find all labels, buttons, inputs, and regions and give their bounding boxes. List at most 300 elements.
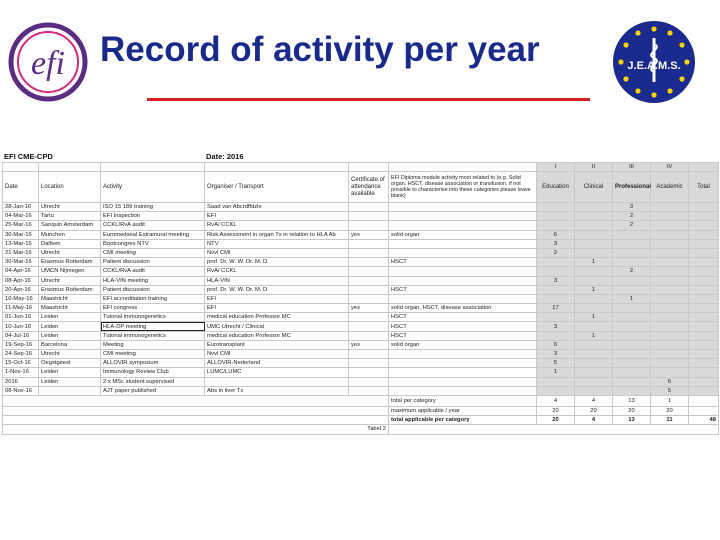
cell-certificate[interactable]: yes <box>349 340 389 349</box>
table-row[interactable] <box>3 267 719 276</box>
cell-module[interactable] <box>389 221 537 230</box>
cell-location[interactable]: UMCN Nijmegen <box>39 267 101 276</box>
cell-education[interactable] <box>537 386 575 395</box>
cell-certificate[interactable] <box>349 368 389 377</box>
cell-clinical[interactable] <box>575 267 613 276</box>
cell-academic[interactable] <box>651 294 689 303</box>
cell-date[interactable]: 21-Mar-16 <box>3 248 39 257</box>
cell-professional[interactable] <box>613 386 651 395</box>
cell-clinical[interactable] <box>575 212 613 221</box>
cell-location[interactable]: Munchen <box>39 230 101 239</box>
app-cat-2: 4 <box>575 416 613 425</box>
cell-date[interactable]: 10-Jun-16 <box>3 322 39 331</box>
cell-academic[interactable] <box>651 221 689 230</box>
summary-max-label: maximum applicable / year <box>389 406 537 415</box>
cell-organizer[interactable]: Nvvl CMI <box>205 350 349 359</box>
cell-total[interactable] <box>689 331 719 340</box>
table-row[interactable] <box>3 248 719 257</box>
cell-activity[interactable]: ISO 15 189 training <box>101 203 205 212</box>
cell-module[interactable] <box>389 248 537 257</box>
cell-total[interactable] <box>689 386 719 395</box>
cell-certificate[interactable]: yes <box>349 230 389 239</box>
cell-location[interactable]: Dalfsen <box>39 239 101 248</box>
cell-location[interactable]: Leiden <box>39 313 101 322</box>
cell-activity[interactable]: CMI meeting <box>101 350 205 359</box>
sheet-footer-label: Tabel 2 <box>3 425 389 434</box>
cell-professional[interactable] <box>613 331 651 340</box>
table-row[interactable] <box>3 212 719 221</box>
cell-education[interactable] <box>537 212 575 221</box>
cell-activity[interactable]: Patient discussion <box>101 285 205 294</box>
cell-professional[interactable] <box>613 368 651 377</box>
roman-2: II <box>575 163 613 172</box>
table-row[interactable] <box>3 368 719 377</box>
cell-professional[interactable] <box>613 350 651 359</box>
cell-module[interactable] <box>389 294 537 303</box>
cell-date[interactable]: 25-Mar-16 <box>3 221 39 230</box>
cell-date[interactable]: 1-Nov-16 <box>3 368 39 377</box>
cell-education[interactable]: 6 <box>537 340 575 349</box>
header-activity: Activity <box>101 172 205 203</box>
cell-certificate[interactable] <box>349 239 389 248</box>
cell-professional[interactable]: 1 <box>613 294 651 303</box>
cell-academic[interactable] <box>651 248 689 257</box>
cell-location[interactable] <box>39 386 101 395</box>
cell-location[interactable]: Barcelona <box>39 340 101 349</box>
jems-logo-text: J.E.A.M.S. <box>627 60 681 72</box>
cell-professional[interactable] <box>613 258 651 267</box>
cell-location[interactable]: Utrecht <box>39 350 101 359</box>
efi-logo <box>8 22 88 102</box>
cell-academic[interactable] <box>651 313 689 322</box>
cell-module[interactable]: HSCT <box>389 285 537 294</box>
cell-total[interactable] <box>689 267 719 276</box>
table-row[interactable] <box>3 377 719 386</box>
cell-date[interactable]: 08-Nov-16 <box>3 386 39 395</box>
max-cat-2: 20 <box>575 406 613 415</box>
cell-module[interactable]: HSCT <box>389 322 537 331</box>
title-underline <box>147 98 590 101</box>
cell-activity[interactable]: Tutorial immunogenetics <box>101 313 205 322</box>
cell-module[interactable]: solid organ <box>389 230 537 239</box>
cell-professional[interactable] <box>613 276 651 285</box>
cell-activity[interactable]: 2 x MSc student supervised <box>101 377 205 386</box>
cell-total[interactable] <box>689 368 719 377</box>
cell-total[interactable] <box>689 294 719 303</box>
cell-date[interactable]: 24-Sep-16 <box>3 350 39 359</box>
cell-total[interactable] <box>689 248 719 257</box>
header-professional: Professional <box>613 172 651 203</box>
cell-module[interactable]: solid organ <box>389 340 537 349</box>
cell-academic[interactable] <box>651 331 689 340</box>
cell-activity[interactable]: Patient discussion <box>101 258 205 267</box>
cell-date[interactable]: 19-Sep-16 <box>3 340 39 349</box>
table-row[interactable] <box>3 276 719 285</box>
cell-education[interactable]: 2 <box>537 248 575 257</box>
cell-module[interactable] <box>389 267 537 276</box>
header-row <box>3 172 719 203</box>
cell-date[interactable]: 13-Mar-16 <box>3 239 39 248</box>
cell-module[interactable]: HSCT <box>389 331 537 340</box>
cell-activity[interactable]: CMI meeting <box>101 248 205 257</box>
cell-academic[interactable] <box>651 285 689 294</box>
cell-academic[interactable]: 6 <box>651 377 689 386</box>
cell-education[interactable]: 6 <box>537 230 575 239</box>
cell-organizer[interactable]: EFI <box>205 304 349 313</box>
activity-spreadsheet <box>2 150 718 433</box>
cell-organizer[interactable]: Nvvl CMI <box>205 248 349 257</box>
cell-organizer[interactable]: ALLOVIR-Nederland <box>205 359 349 368</box>
roman-3: III <box>613 163 651 172</box>
cell-professional[interactable] <box>613 285 651 294</box>
cell-clinical[interactable] <box>575 276 613 285</box>
cell-clinical[interactable]: 1 <box>575 258 613 267</box>
cell-education[interactable] <box>537 331 575 340</box>
table-row[interactable] <box>3 386 719 395</box>
cell-certificate[interactable] <box>349 258 389 267</box>
max-cat-3: 20 <box>613 406 651 415</box>
cell-organizer[interactable]: NTV <box>205 239 349 248</box>
cell-education[interactable] <box>537 267 575 276</box>
cell-clinical[interactable] <box>575 368 613 377</box>
cell-activity[interactable]: ALLOVIR symposium <box>101 359 205 368</box>
cell-academic[interactable] <box>651 304 689 313</box>
max-cat-4: 20 <box>651 406 689 415</box>
cell-clinical[interactable] <box>575 230 613 239</box>
cell-activity[interactable]: AJT paper published <box>101 386 205 395</box>
cell-date[interactable]: 01-Jun-16 <box>3 313 39 322</box>
cell-total[interactable] <box>689 285 719 294</box>
cell-clinical[interactable] <box>575 386 613 395</box>
cell-activity[interactable]: Bootcongres NTV <box>101 239 205 248</box>
cell-date[interactable]: 15-Oct-16 <box>3 359 39 368</box>
cell-professional[interactable]: 3 <box>613 203 651 212</box>
cell-academic[interactable] <box>651 322 689 331</box>
cell-professional[interactable] <box>613 359 651 368</box>
table-row[interactable] <box>3 359 719 368</box>
header-education: Education <box>537 172 575 203</box>
cell-academic[interactable] <box>651 239 689 248</box>
sheet-name: EFI CME-CPD <box>4 152 53 161</box>
sum-cat-2: 4 <box>575 395 613 406</box>
table-row[interactable] <box>3 258 719 267</box>
cell-education[interactable]: 17 <box>537 304 575 313</box>
cell-organizer[interactable] <box>205 377 349 386</box>
roman-4: IV <box>651 163 689 172</box>
cell-total[interactable] <box>689 212 719 221</box>
cell-certificate[interactable] <box>349 221 389 230</box>
cell-total[interactable] <box>689 239 719 248</box>
cell-clinical[interactable] <box>575 239 613 248</box>
cell-organizer[interactable]: LUMC/LUMC <box>205 368 349 377</box>
cell-education[interactable] <box>537 285 575 294</box>
table-row[interactable] <box>3 331 719 340</box>
header-organizer: Organiser / Transport <box>205 172 349 203</box>
jems-logo <box>612 20 696 104</box>
cell-module[interactable] <box>389 386 537 395</box>
cell-date[interactable]: 20-Apr-16 <box>3 285 39 294</box>
table-row[interactable] <box>3 239 719 248</box>
summary-applicable-label: total applicable per category <box>389 416 537 425</box>
cell-organizer[interactable]: EFI <box>205 212 349 221</box>
sheet-header <box>2 152 718 162</box>
cell-organizer[interactable]: RvA/ CCKL <box>205 221 349 230</box>
sheet-footer-row <box>3 425 719 434</box>
cell-organizer[interactable]: Risk Assessment in organ Tx in relation to HLA Ab <box>205 230 349 239</box>
cell-date[interactable]: 30-Mar-16 <box>3 258 39 267</box>
cell-location[interactable]: Leiden <box>39 368 101 377</box>
cell-organizer[interactable]: prof. Dr. W. W. Dr. M. D. <box>205 258 349 267</box>
svg-text:efi: efi <box>31 45 65 82</box>
cell-module[interactable]: HSCT <box>389 258 537 267</box>
header-location: Location <box>39 172 101 203</box>
cell-date[interactable]: 04-Mar-16 <box>3 212 39 221</box>
cell-clinical[interactable] <box>575 322 613 331</box>
cell-total[interactable] <box>689 359 719 368</box>
cell-module[interactable] <box>389 203 537 212</box>
cell-academic[interactable]: 5 <box>651 386 689 395</box>
cell-clinical[interactable] <box>575 221 613 230</box>
cell-certificate[interactable] <box>349 350 389 359</box>
cell-activity[interactable]: Immunology Review Club <box>101 368 205 377</box>
cell-education[interactable] <box>537 203 575 212</box>
cell-education[interactable]: 5 <box>537 359 575 368</box>
cell-location[interactable]: Leiden <box>39 322 101 331</box>
cell-date[interactable]: 10-May-16 <box>3 294 39 303</box>
cell-clinical[interactable] <box>575 359 613 368</box>
table-row[interactable] <box>3 221 719 230</box>
cell-total[interactable] <box>689 313 719 322</box>
cell-academic[interactable] <box>651 368 689 377</box>
cell-module[interactable] <box>389 359 537 368</box>
cell-organizer[interactable]: Eurotransplant <box>205 340 349 349</box>
summary-max-per-year <box>3 406 719 415</box>
sheet-date: Date: 2016 <box>206 152 244 161</box>
cell-academic[interactable] <box>651 276 689 285</box>
cell-total[interactable] <box>689 350 719 359</box>
cell-education[interactable]: 3 <box>537 276 575 285</box>
cell-total[interactable] <box>689 258 719 267</box>
summary-per-category-label: total per category <box>389 395 537 406</box>
cell-module[interactable]: solid organ, HSCT, disease association <box>389 304 537 313</box>
cell-certificate[interactable] <box>349 377 389 386</box>
table-row[interactable] <box>3 294 719 303</box>
cell-professional[interactable] <box>613 322 651 331</box>
cell-module[interactable] <box>389 239 537 248</box>
cell-location[interactable]: Erasmus Rotterdam <box>39 285 101 294</box>
cell-certificate[interactable] <box>349 322 389 331</box>
cell-module[interactable]: HSCT <box>389 313 537 322</box>
cell-organizer[interactable]: prof. Dr. W. W. Dr. M. D. <box>205 285 349 294</box>
cell-location[interactable]: Tartu <box>39 212 101 221</box>
cell-module[interactable] <box>389 212 537 221</box>
summary-applicable <box>3 416 719 425</box>
app-cat-3: 13 <box>613 416 651 425</box>
table-row[interactable] <box>3 304 719 313</box>
table-row[interactable] <box>3 313 719 322</box>
sum-cat-3: 13 <box>613 395 651 406</box>
cell-certificate[interactable] <box>349 313 389 322</box>
cell-academic[interactable] <box>651 340 689 349</box>
cell-certificate[interactable] <box>349 285 389 294</box>
cell-certificate[interactable] <box>349 248 389 257</box>
table-row[interactable] <box>3 340 719 349</box>
cell-clinical[interactable]: 1 <box>575 285 613 294</box>
cell-activity[interactable]: Euromedseal Extramural meeting <box>101 230 205 239</box>
cell-activity[interactable]: CCKL/RvA audit <box>101 221 205 230</box>
header-certificate: Certificate of attendance available <box>349 172 389 203</box>
cell-professional[interactable] <box>613 340 651 349</box>
cell-education[interactable] <box>537 313 575 322</box>
cell-date[interactable]: 28-Jan-16 <box>3 203 39 212</box>
cell-total[interactable] <box>689 203 719 212</box>
table-row[interactable] <box>3 285 719 294</box>
cell-organizer[interactable]: UMC Utrecht / Clinical <box>205 322 349 331</box>
cell-activity[interactable]: EFI congress <box>101 304 205 313</box>
cell-activity[interactable]: EFI Inspection <box>101 212 205 221</box>
cell-education[interactable] <box>537 294 575 303</box>
cell-location[interactable]: Maastricht <box>39 304 101 313</box>
table-row[interactable] <box>3 230 719 239</box>
activity-table <box>2 162 719 435</box>
cell-education[interactable]: 3 <box>537 350 575 359</box>
cell-module[interactable] <box>389 276 537 285</box>
cell-location[interactable]: Oegstgeest <box>39 359 101 368</box>
cell-education[interactable] <box>537 221 575 230</box>
cell-activity[interactable]: Meeting <box>101 340 205 349</box>
cell-activity[interactable]: Tutorial immunogenetics <box>101 331 205 340</box>
cell-academic[interactable] <box>651 203 689 212</box>
cell-location[interactable]: Maastricht <box>39 294 101 303</box>
roman-1: I <box>537 163 575 172</box>
cell-organizer[interactable]: EFI <box>205 294 349 303</box>
table-row[interactable] <box>3 203 719 212</box>
category-number-row <box>3 163 719 172</box>
header-clinical: Clinical <box>575 172 613 203</box>
cell-total[interactable] <box>689 377 719 386</box>
slide-title: Record of activity per year <box>100 30 540 69</box>
cell-academic[interactable] <box>651 212 689 221</box>
cell-certificate[interactable] <box>349 331 389 340</box>
cell-clinical[interactable] <box>575 304 613 313</box>
cell-total[interactable] <box>689 276 719 285</box>
sum-cat-1: 4 <box>537 395 575 406</box>
cell-location[interactable]: Leiden <box>39 377 101 386</box>
cell-module[interactable] <box>389 350 537 359</box>
table-row[interactable] <box>3 350 719 359</box>
cell-professional[interactable] <box>613 248 651 257</box>
cell-activity[interactable]: CCKL/RvA audit <box>101 267 205 276</box>
grand-total: 48 <box>689 416 719 425</box>
cell-clinical[interactable] <box>575 340 613 349</box>
cell-education[interactable]: 3 <box>537 322 575 331</box>
cell-total[interactable] <box>689 340 719 349</box>
cell-certificate[interactable] <box>349 386 389 395</box>
cell-certificate[interactable] <box>349 267 389 276</box>
cell-academic[interactable] <box>651 359 689 368</box>
cell-clinical[interactable] <box>575 377 613 386</box>
cell-organizer[interactable]: medical education Professor MC <box>205 331 349 340</box>
cell-organizer[interactable]: Abs in liver Tx <box>205 386 349 395</box>
cell-location[interactable]: Sanquin Amsterdam <box>39 221 101 230</box>
cell-education[interactable] <box>537 377 575 386</box>
header-academic: Academic <box>651 172 689 203</box>
cell-date[interactable]: 2016 <box>3 377 39 386</box>
cell-certificate[interactable] <box>349 212 389 221</box>
cell-activity[interactable]: EFI accreditation training <box>101 294 205 303</box>
cell-professional[interactable]: 2 <box>613 212 651 221</box>
cell-professional[interactable] <box>613 230 651 239</box>
cell-professional[interactable] <box>613 304 651 313</box>
cell-academic[interactable] <box>651 350 689 359</box>
cell-education[interactable]: 1 <box>537 368 575 377</box>
cell-activity[interactable]: HLA-DP meeting <box>101 322 205 331</box>
cell-module[interactable] <box>389 368 537 377</box>
cell-clinical[interactable] <box>575 294 613 303</box>
cell-location[interactable]: Utrecht <box>39 248 101 257</box>
cell-certificate[interactable]: yes <box>349 304 389 313</box>
cell-module[interactable] <box>389 377 537 386</box>
cell-date[interactable]: 11-May-16 <box>3 304 39 313</box>
cell-total[interactable] <box>689 221 719 230</box>
cell-location[interactable]: Utrecht <box>39 276 101 285</box>
cell-clinical[interactable] <box>575 350 613 359</box>
summary-per-category <box>3 395 719 406</box>
cell-clinical[interactable]: 1 <box>575 331 613 340</box>
cell-professional[interactable] <box>613 377 651 386</box>
cell-certificate[interactable] <box>349 203 389 212</box>
cell-organizer[interactable]: RvA/ CCKL <box>205 267 349 276</box>
cell-education[interactable] <box>537 258 575 267</box>
cell-education[interactable]: 3 <box>537 239 575 248</box>
cell-organizer[interactable]: HLA-VIN <box>205 276 349 285</box>
cell-certificate[interactable] <box>349 294 389 303</box>
cell-organizer[interactable]: medical education Professor MC <box>205 313 349 322</box>
cell-date[interactable]: 04-Jul-16 <box>3 331 39 340</box>
cell-professional[interactable]: 2 <box>613 267 651 276</box>
cell-organizer[interactable]: Saad van Abcrdffdzle <box>205 203 349 212</box>
cell-academic[interactable] <box>651 230 689 239</box>
cell-location[interactable]: Erasmus Rotterdam <box>39 258 101 267</box>
header-module: EFI Diploma module activity most related to (e.g. Solid organ, HSCT, disease association or transfusion, if not possible to characterise into these categories please leave blank) <box>389 172 537 203</box>
header-date: Date <box>3 172 39 203</box>
app-cat-4: 11 <box>651 416 689 425</box>
sum-cat-4: 1 <box>651 395 689 406</box>
cell-clinical[interactable]: 1 <box>575 313 613 322</box>
cell-academic[interactable] <box>651 267 689 276</box>
max-cat-1: 20 <box>537 406 575 415</box>
cell-total[interactable] <box>689 304 719 313</box>
cell-activity[interactable]: HLA-VIN meeting <box>101 276 205 285</box>
cell-date[interactable]: 04-Apr-16 <box>3 267 39 276</box>
cell-total[interactable] <box>689 322 719 331</box>
cell-academic[interactable] <box>651 258 689 267</box>
cell-professional[interactable] <box>613 313 651 322</box>
table-row[interactable] <box>3 322 719 331</box>
cell-total[interactable] <box>689 230 719 239</box>
cell-date[interactable]: 30-Mar-16 <box>3 230 39 239</box>
cell-professional[interactable]: 2 <box>613 221 651 230</box>
cell-date[interactable]: 08-Apr-16 <box>3 276 39 285</box>
cell-clinical[interactable] <box>575 248 613 257</box>
cell-professional[interactable] <box>613 239 651 248</box>
cell-location[interactable]: Leiden <box>39 331 101 340</box>
cell-clinical[interactable] <box>575 203 613 212</box>
cell-certificate[interactable] <box>349 276 389 285</box>
cell-location[interactable]: Utrecht <box>39 203 101 212</box>
app-cat-1: 20 <box>537 416 575 425</box>
cell-certificate[interactable] <box>349 359 389 368</box>
